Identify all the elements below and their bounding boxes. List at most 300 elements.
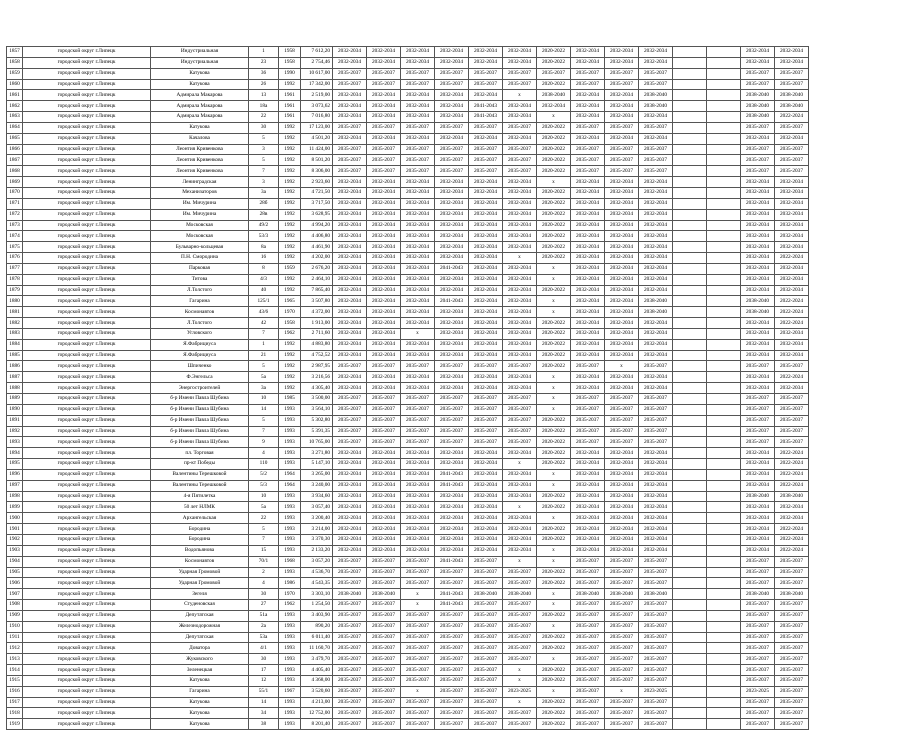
- table-cell: 2032-2034: [605, 534, 639, 545]
- table-cell: 2032-2034: [605, 383, 639, 394]
- table-cell: 2032-2034: [401, 57, 435, 68]
- table-cell: 1918: [7, 708, 23, 719]
- table-cell: 2035-2037: [333, 621, 367, 632]
- table-cell: 2032-2034: [435, 318, 469, 329]
- table-cell: 2020-2022: [537, 198, 571, 209]
- table-cell: 2032-2034: [435, 253, 469, 264]
- table-cell: городской округ г.Липецк: [23, 187, 151, 198]
- table-cell: 2032-2034: [605, 480, 639, 491]
- table-cell: 2020-2022: [537, 318, 571, 329]
- table-cell: 2032-2034: [367, 242, 401, 253]
- table-cell: [673, 166, 707, 177]
- table-cell: городской округ г.Липецк: [23, 155, 151, 166]
- table-cell: 4 752,52: [301, 350, 333, 361]
- table-cell: 2032-2034: [571, 112, 605, 123]
- table-cell: 4 543,35: [301, 578, 333, 589]
- table-cell: 2035-2037: [333, 643, 367, 654]
- table-cell: [673, 697, 707, 708]
- table-cell: 1992: [279, 220, 301, 231]
- table-cell: 4 202,00: [301, 253, 333, 264]
- table-cell: 2035-2037: [469, 600, 503, 611]
- table-cell: 2035-2037: [333, 426, 367, 437]
- table-cell: 2035-2037: [605, 437, 639, 448]
- table-cell: 2035-2037: [367, 394, 401, 405]
- table-cell: 2020-2022: [537, 437, 571, 448]
- table-cell: 2032-2034: [571, 47, 605, 58]
- table-row: [7, 600, 809, 611]
- table-cell: 2032-2034: [401, 209, 435, 220]
- table-cell: 1860: [7, 79, 23, 90]
- table-cell: 2032-2034: [401, 187, 435, 198]
- table-cell: 2032-2034: [571, 383, 605, 394]
- table-cell: [707, 79, 741, 90]
- table-cell: 2020-2022: [537, 209, 571, 220]
- table-cell: 2032-2034: [775, 274, 809, 285]
- table-row: [7, 524, 809, 535]
- table-cell: 2035-2037: [639, 79, 673, 90]
- table-cell: 2035-2037: [367, 567, 401, 578]
- table-row: [7, 198, 809, 209]
- table-cell: 3 934,60: [301, 491, 333, 502]
- table-cell: 2032-2034: [775, 383, 809, 394]
- table-cell: 2032-2034: [469, 524, 503, 535]
- table-cell: 2035-2037: [367, 632, 401, 643]
- table-cell: городской округ г.Липецк: [23, 556, 151, 567]
- table-cell: 2032-2034: [469, 459, 503, 470]
- table-cell: 2032-2034: [401, 285, 435, 296]
- table-cell: 2032-2034: [469, 57, 503, 68]
- table-cell: 1876: [7, 253, 23, 264]
- table-cell: 2035-2037: [469, 361, 503, 372]
- table-cell: 2032-2034: [469, 372, 503, 383]
- table-cell: [707, 47, 741, 58]
- table-cell: б-р Имени Павла Шубина: [151, 394, 249, 405]
- table-cell: 2032-2034: [741, 318, 775, 329]
- table-row: [7, 480, 809, 491]
- table-cell: 3 507,80: [301, 296, 333, 307]
- table-cell: 1871: [7, 198, 23, 209]
- table-cell: городской округ г.Липецк: [23, 133, 151, 144]
- table-cell: 2035-2037: [333, 567, 367, 578]
- table-row: [7, 90, 809, 101]
- table-cell: 2038-2040: [775, 101, 809, 112]
- table-cell: 2032-2034: [571, 491, 605, 502]
- table-cell: 2032-2034: [741, 448, 775, 459]
- table-cell: 1992: [279, 209, 301, 220]
- table-cell: 5: [249, 415, 279, 426]
- table-cell: Катукова: [151, 68, 249, 79]
- table-row: [7, 491, 809, 502]
- table-cell: 1993: [279, 513, 301, 524]
- table-cell: 1889: [7, 394, 23, 405]
- table-cell: 2032-2034: [571, 339, 605, 350]
- table-cell: 2032-2034: [741, 372, 775, 383]
- table-cell: 2032-2034: [367, 448, 401, 459]
- table-cell: 1857: [7, 47, 23, 58]
- table-cell: Студеновская: [151, 600, 249, 611]
- table-cell: 2: [249, 567, 279, 578]
- table-cell: 2032-2034: [401, 112, 435, 123]
- table-cell: 1865: [7, 133, 23, 144]
- table-cell: 2035-2037: [333, 578, 367, 589]
- table-cell: Ударная Громовой: [151, 567, 249, 578]
- table-cell: 2035-2037: [367, 610, 401, 621]
- table-cell: Я.Фабрициуса: [151, 339, 249, 350]
- table-cell: 2035-2037: [639, 675, 673, 686]
- table-cell: 1993: [279, 404, 301, 415]
- table-cell: 2032-2034: [469, 274, 503, 285]
- table-cell: [673, 361, 707, 372]
- table-cell: 1961: [279, 112, 301, 123]
- table-cell: 2035-2037: [401, 404, 435, 415]
- table-cell: 2032-2034: [503, 57, 537, 68]
- table-cell: 2032-2034: [605, 285, 639, 296]
- table-cell: городской округ г.Липецк: [23, 68, 151, 79]
- table-cell: 2032-2034: [469, 480, 503, 491]
- table-cell: 1993: [279, 675, 301, 686]
- table-cell: 2а: [249, 621, 279, 632]
- table-cell: 2035-2037: [639, 665, 673, 676]
- table-cell: [673, 350, 707, 361]
- table-cell: 2035-2037: [435, 155, 469, 166]
- table-cell: 2032-2034: [401, 545, 435, 556]
- table-cell: х: [537, 556, 571, 567]
- table-cell: 2032-2034: [639, 524, 673, 535]
- table-cell: 27: [249, 600, 279, 611]
- table-cell: х: [537, 469, 571, 480]
- table-row: [7, 318, 809, 329]
- table-cell: 2035-2037: [435, 404, 469, 415]
- table-cell: 2041-2043: [435, 556, 469, 567]
- table-cell: 2032-2034: [367, 231, 401, 242]
- table-cell: 2032-2034: [571, 513, 605, 524]
- table-cell: Катукова: [151, 122, 249, 133]
- table-cell: [673, 502, 707, 513]
- table-cell: 2038-2040: [639, 589, 673, 600]
- table-cell: 30: [249, 122, 279, 133]
- table-cell: 50 лет НЛМК: [151, 502, 249, 513]
- table-cell: [673, 708, 707, 719]
- table-cell: 2032-2034: [469, 502, 503, 513]
- table-cell: 2032-2034: [503, 285, 537, 296]
- table-cell: Ударная Громовой: [151, 578, 249, 589]
- table-cell: [707, 285, 741, 296]
- table-cell: 14: [249, 697, 279, 708]
- table-cell: 2035-2037: [639, 144, 673, 155]
- table-cell: [707, 589, 741, 600]
- table-cell: 4 501,20: [301, 133, 333, 144]
- table-cell: 1879: [7, 285, 23, 296]
- table-cell: Индустриальная: [151, 57, 249, 68]
- table-cell: [673, 686, 707, 697]
- table-cell: 7 612,20: [301, 47, 333, 58]
- table-cell: 2035-2037: [503, 415, 537, 426]
- table-cell: 2035-2037: [741, 697, 775, 708]
- table-cell: 1908: [7, 600, 23, 611]
- table-cell: [673, 448, 707, 459]
- table-cell: 2032-2034: [605, 513, 639, 524]
- table-cell: 2032-2034: [503, 220, 537, 231]
- table-cell: Качалова: [151, 133, 249, 144]
- table-row: [7, 361, 809, 372]
- table-cell: Водопьянова: [151, 545, 249, 556]
- table-row: [7, 697, 809, 708]
- table-cell: 2032-2034: [775, 339, 809, 350]
- table-cell: 2035-2037: [605, 665, 639, 676]
- table-cell: [673, 524, 707, 535]
- table-cell: городской округ г.Липецк: [23, 697, 151, 708]
- table-cell: х: [537, 274, 571, 285]
- table-cell: 2035-2037: [469, 166, 503, 177]
- table-cell: [707, 610, 741, 621]
- table-row: [7, 350, 809, 361]
- table-cell: 2035-2037: [639, 166, 673, 177]
- table-cell: 2035-2037: [469, 144, 503, 155]
- table-cell: 1917: [7, 697, 23, 708]
- table-row: [7, 263, 809, 274]
- table-cell: 2041-2043: [469, 101, 503, 112]
- table-cell: 2 711,60: [301, 328, 333, 339]
- table-cell: 2035-2037: [333, 654, 367, 665]
- table-cell: 1912: [7, 643, 23, 654]
- table-cell: 2032-2034: [333, 242, 367, 253]
- table-cell: городской округ г.Липецк: [23, 534, 151, 545]
- table-cell: 2032-2034: [503, 101, 537, 112]
- table-cell: пл. Торговая: [151, 448, 249, 459]
- table-cell: 1895: [7, 459, 23, 470]
- table-cell: 28б: [249, 198, 279, 209]
- table-cell: 2035-2037: [367, 578, 401, 589]
- table-cell: 1993: [279, 415, 301, 426]
- table-cell: [707, 621, 741, 632]
- table-cell: 2032-2034: [469, 177, 503, 188]
- table-cell: 2035-2037: [367, 697, 401, 708]
- table-cell: 2032-2034: [503, 480, 537, 491]
- table-row: [7, 220, 809, 231]
- table-cell: 2035-2037: [503, 426, 537, 437]
- table-row: [7, 665, 809, 676]
- table-cell: Адмирала Макарова: [151, 112, 249, 123]
- table-cell: 2035-2037: [775, 686, 809, 697]
- table-cell: 2035-2037: [571, 686, 605, 697]
- table-cell: 2035-2037: [537, 68, 571, 79]
- table-cell: 2032-2034: [435, 112, 469, 123]
- table-cell: 2032-2034: [741, 534, 775, 545]
- table-cell: 2032-2034: [503, 198, 537, 209]
- table-cell: 2032-2034: [605, 263, 639, 274]
- table-cell: 2032-2034: [605, 372, 639, 383]
- table-cell: 2032-2034: [401, 263, 435, 274]
- table-cell: городской округ г.Липецк: [23, 372, 151, 383]
- table-cell: 2035-2037: [469, 643, 503, 654]
- table-cell: 2032-2034: [741, 47, 775, 58]
- table-cell: 2035-2037: [571, 404, 605, 415]
- table-cell: 2035-2037: [435, 122, 469, 133]
- table-cell: 2035-2037: [435, 632, 469, 643]
- table-cell: 2032-2034: [639, 47, 673, 58]
- table-cell: 2 923,60: [301, 177, 333, 188]
- table-row: [7, 502, 809, 513]
- table-cell: 2035-2037: [741, 415, 775, 426]
- table-cell: 3 520,60: [301, 686, 333, 697]
- table-cell: 2035-2037: [333, 122, 367, 133]
- table-cell: х: [537, 372, 571, 383]
- table-cell: Московская: [151, 220, 249, 231]
- table-cell: 2020-2022: [537, 361, 571, 372]
- table-cell: [673, 383, 707, 394]
- table-cell: [707, 220, 741, 231]
- table-cell: 2032-2034: [537, 101, 571, 112]
- table-cell: Валентины Терешковой: [151, 480, 249, 491]
- table-cell: 1964: [279, 480, 301, 491]
- table-cell: Индустриальная: [151, 47, 249, 58]
- table-cell: городской округ г.Липецк: [23, 57, 151, 68]
- table-cell: 2035-2037: [333, 719, 367, 730]
- table-cell: х: [537, 545, 571, 556]
- table-cell: 2035-2037: [333, 68, 367, 79]
- table-cell: 1993: [279, 491, 301, 502]
- table-cell: городской округ г.Липецк: [23, 675, 151, 686]
- table-cell: 2038-2040: [775, 90, 809, 101]
- table-cell: 2032-2034: [775, 187, 809, 198]
- table-cell: 2032-2034: [469, 318, 503, 329]
- table-cell: [707, 534, 741, 545]
- table-cell: 17: [249, 665, 279, 676]
- table-cell: 2035-2037: [333, 610, 367, 621]
- table-cell: [707, 242, 741, 253]
- table-cell: 2035-2037: [503, 155, 537, 166]
- table-cell: 2035-2037: [401, 643, 435, 654]
- table-cell: 2032-2034: [435, 448, 469, 459]
- table-cell: 2032-2034: [639, 448, 673, 459]
- table-cell: 2035-2037: [639, 600, 673, 611]
- table-cell: 2020-2022: [537, 47, 571, 58]
- table-cell: 22: [249, 112, 279, 123]
- table-cell: 2035-2037: [741, 610, 775, 621]
- table-cell: 1899: [7, 502, 23, 513]
- table-cell: 2032-2034: [333, 328, 367, 339]
- table-cell: 2032-2034: [605, 339, 639, 350]
- table-cell: б-р Имени Павла Шубина: [151, 437, 249, 448]
- table-cell: 2032-2034: [503, 274, 537, 285]
- table-cell: 2035-2037: [605, 415, 639, 426]
- table-cell: 2035-2037: [571, 621, 605, 632]
- table-cell: [673, 426, 707, 437]
- table-cell: 2035-2037: [401, 166, 435, 177]
- table-cell: 1958: [279, 318, 301, 329]
- table-cell: 2032-2034: [741, 198, 775, 209]
- table-row: [7, 610, 809, 621]
- table-cell: 2032-2034: [503, 339, 537, 350]
- table-cell: 2041-2043: [435, 263, 469, 274]
- table-cell: 2035-2037: [741, 79, 775, 90]
- table-cell: 2032-2034: [469, 90, 503, 101]
- table-cell: [707, 90, 741, 101]
- table-cell: Шпиченко: [151, 361, 249, 372]
- table-cell: 2032-2034: [333, 318, 367, 329]
- table-cell: 2032-2034: [333, 57, 367, 68]
- table-cell: 2032-2034: [639, 328, 673, 339]
- table-cell: 1900: [7, 513, 23, 524]
- table-cell: 12: [249, 675, 279, 686]
- table-cell: городской округ г.Липецк: [23, 177, 151, 188]
- table-cell: 2032-2034: [333, 101, 367, 112]
- table-cell: 2032-2034: [571, 263, 605, 274]
- table-row: [7, 578, 809, 589]
- table-cell: [707, 437, 741, 448]
- table-cell: 2035-2037: [741, 394, 775, 405]
- table-cell: 2020-2022: [537, 491, 571, 502]
- table-cell: 2032-2034: [469, 220, 503, 231]
- table-cell: 2035-2037: [775, 361, 809, 372]
- table-cell: 2035-2037: [741, 675, 775, 686]
- table-cell: 1893: [7, 437, 23, 448]
- table-cell: 2032-2034: [435, 198, 469, 209]
- table-cell: 2032-2034: [741, 469, 775, 480]
- table-cell: 2032-2034: [469, 263, 503, 274]
- table-cell: 1905: [7, 567, 23, 578]
- table-cell: 2032-2034: [435, 328, 469, 339]
- table-cell: 2035-2037: [333, 394, 367, 405]
- table-cell: 2035-2037: [401, 79, 435, 90]
- table-cell: 1993: [279, 643, 301, 654]
- table-cell: 2035-2037: [469, 415, 503, 426]
- table-cell: 2035-2037: [435, 654, 469, 665]
- table-cell: 2032-2034: [333, 372, 367, 383]
- table-cell: 2032-2034: [605, 524, 639, 535]
- table-cell: [707, 209, 741, 220]
- table-cell: 2032-2034: [639, 285, 673, 296]
- table-cell: 2032-2034: [741, 263, 775, 274]
- table-cell: [707, 361, 741, 372]
- table-cell: [673, 654, 707, 665]
- table-cell: [673, 621, 707, 632]
- table-cell: 2035-2037: [639, 122, 673, 133]
- table-cell: 2032-2034: [367, 177, 401, 188]
- table-cell: городской округ г.Липецк: [23, 328, 151, 339]
- table-cell: [673, 404, 707, 415]
- table-cell: 2032-2034: [367, 133, 401, 144]
- table-cell: [673, 57, 707, 68]
- table-cell: 2032-2034: [503, 112, 537, 123]
- table-cell: 2032-2034: [333, 220, 367, 231]
- table-cell: [707, 697, 741, 708]
- table-cell: 10 617,00: [301, 68, 333, 79]
- table-cell: [673, 491, 707, 502]
- table-cell: городской округ г.Липецк: [23, 79, 151, 90]
- table-cell: 2020-2022: [537, 144, 571, 155]
- table-cell: 21: [249, 350, 279, 361]
- table-cell: 2035-2037: [469, 665, 503, 676]
- table-cell: 2 987,95: [301, 361, 333, 372]
- table-row: [7, 589, 809, 600]
- table-cell: 2032-2034: [435, 491, 469, 502]
- table-cell: 2032-2034: [571, 198, 605, 209]
- table-cell: 2038-2040: [503, 589, 537, 600]
- table-cell: 1906: [7, 578, 23, 589]
- table-cell: 2032-2034: [367, 90, 401, 101]
- table-cell: 1986: [279, 578, 301, 589]
- table-cell: 2035-2037: [333, 632, 367, 643]
- table-cell: 2022-2024: [775, 480, 809, 491]
- table-cell: 1992: [279, 383, 301, 394]
- table-cell: 2035-2037: [367, 686, 401, 697]
- table-cell: городской округ г.Липецк: [23, 459, 151, 470]
- table-cell: 23: [249, 57, 279, 68]
- table-cell: 2035-2037: [605, 708, 639, 719]
- table-cell: 2032-2034: [401, 231, 435, 242]
- table-cell: 8 201,40: [301, 719, 333, 730]
